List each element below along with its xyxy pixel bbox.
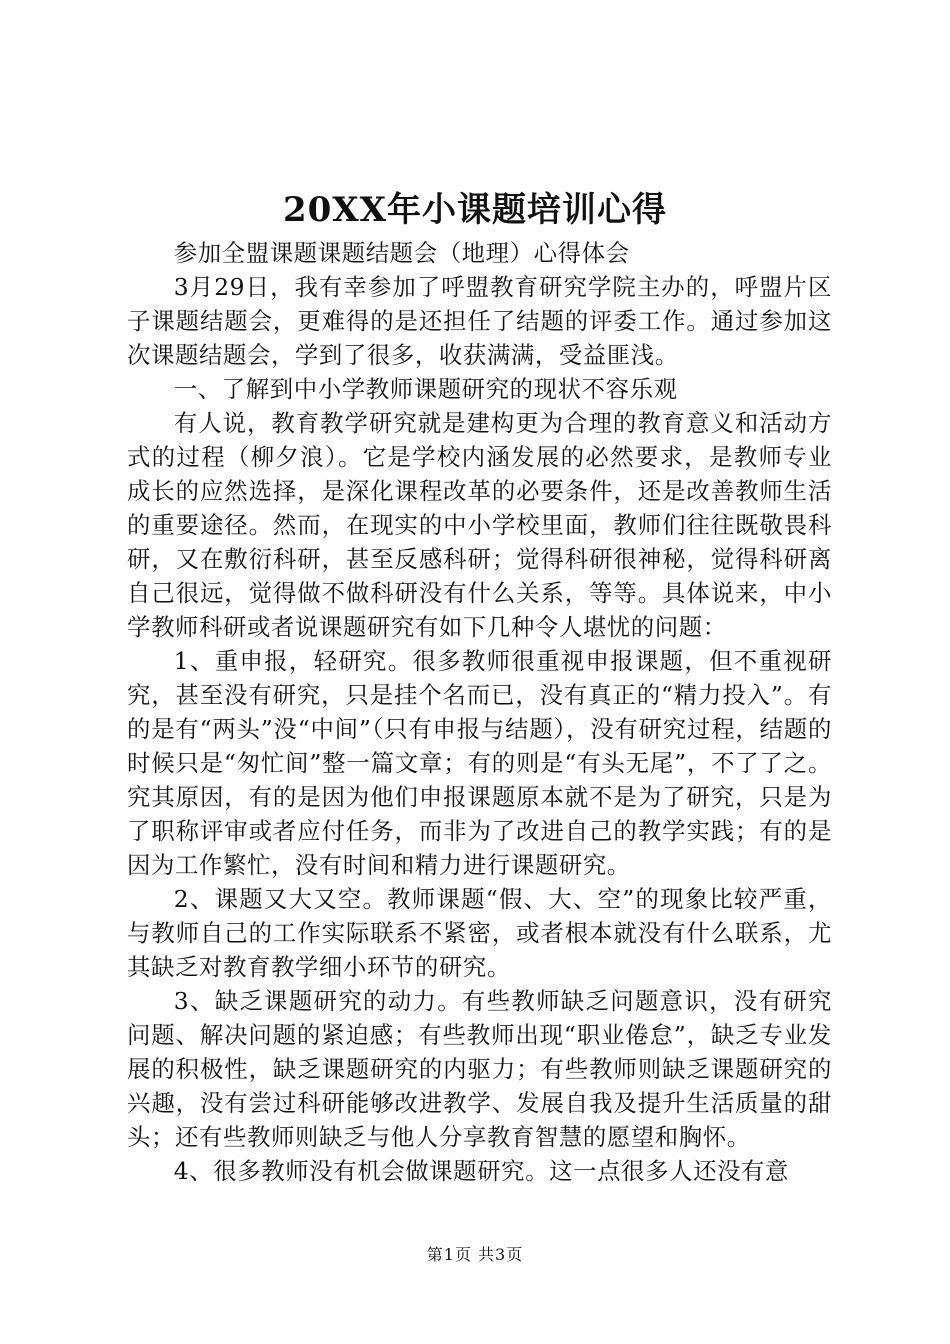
paragraph-point-3: 3、缺乏课题研究的动力。有些教师缺乏问题意识，没有研究问题、解决问题的紧迫感；有些教师出现“职业倦怠”，缺乏专业发展的积极性，缺乏课题研究的内驱力；有些教师则缺乏课题研究的兴趣，没有尝过科研能够改进教学、发展自我及提升生活质量的甜头；还有些教师则缺乏与他人分享教育智慧的愿望和胸怀。 (127, 987, 832, 1151)
page-number-footer: 第1页 共3页 (426, 1245, 524, 1264)
document-body (127, 236, 832, 1188)
paragraph-section-heading: 一、了解到中小学教师课题研究的现状不容乐观 (173, 375, 678, 403)
document-title: 20XX年小课题培训心得 (282, 190, 668, 230)
paragraph-body: 有人说，教育教学研究就是建构更为合理的教育意义和活动方式的过程（柳夕浪）。它是学校内涵发展的必然要求，是教师专业成长的应然选择，是深化课程改革的必要条件，还是改善教师生活的重要途径。然而，在现实的中小学校里面，教师们往往既敬畏科研，又在敷衍科研，甚至反感科研；觉得科研很神秘，觉得科研离自己很远，觉得做不做科研没有什么关系，等等。具体说来，中小学教师科研或者说课题研究有如下几种令人堪忧的问题： (127, 409, 832, 641)
paragraph-point-4: 4、很多教师没有机会做课题研究。这一点很多人还没有意 (173, 1157, 790, 1185)
paragraph-point-1: 1、重申报，轻研究。很多教师很重视申报课题，但不重视研究，甚至没有研究，只是挂个名而已，没有真正的“精力投入”。有的是有“两头”没“中间”（只有申报与结题），没有研究过程，结题的时候只是“匆忙间”整一篇文章；有的则是“有头无尾”，不了了之。究其原因，有的是因为他们申报课题原本就不是为了研究，只是为了职称评审或者应付任务，而非为了改进自己的教学实践；有的是因为工作繁忙，没有时间和精力进行课题研究。 (127, 647, 832, 879)
paragraph-point-2: 2、课题又大又空。教师课题“假、大、空”的现象比较严重，与教师自己的工作实际联系不紧密，或者根本就没有什么联系，尤其缺乏对教育教学细小环节的研究。 (127, 885, 832, 981)
paragraph-subtitle: 参加全盟课题课题结题会（地理）心得体会 (173, 239, 630, 267)
paragraph-intro: 3月29日，我有幸参加了呼盟教育研究学院主办的，呼盟片区子课题结题会，更难得的是还担任了结题的评委工作。通过参加这次课题结题会，学到了很多，收获满满，受益匪浅。 (127, 273, 832, 369)
